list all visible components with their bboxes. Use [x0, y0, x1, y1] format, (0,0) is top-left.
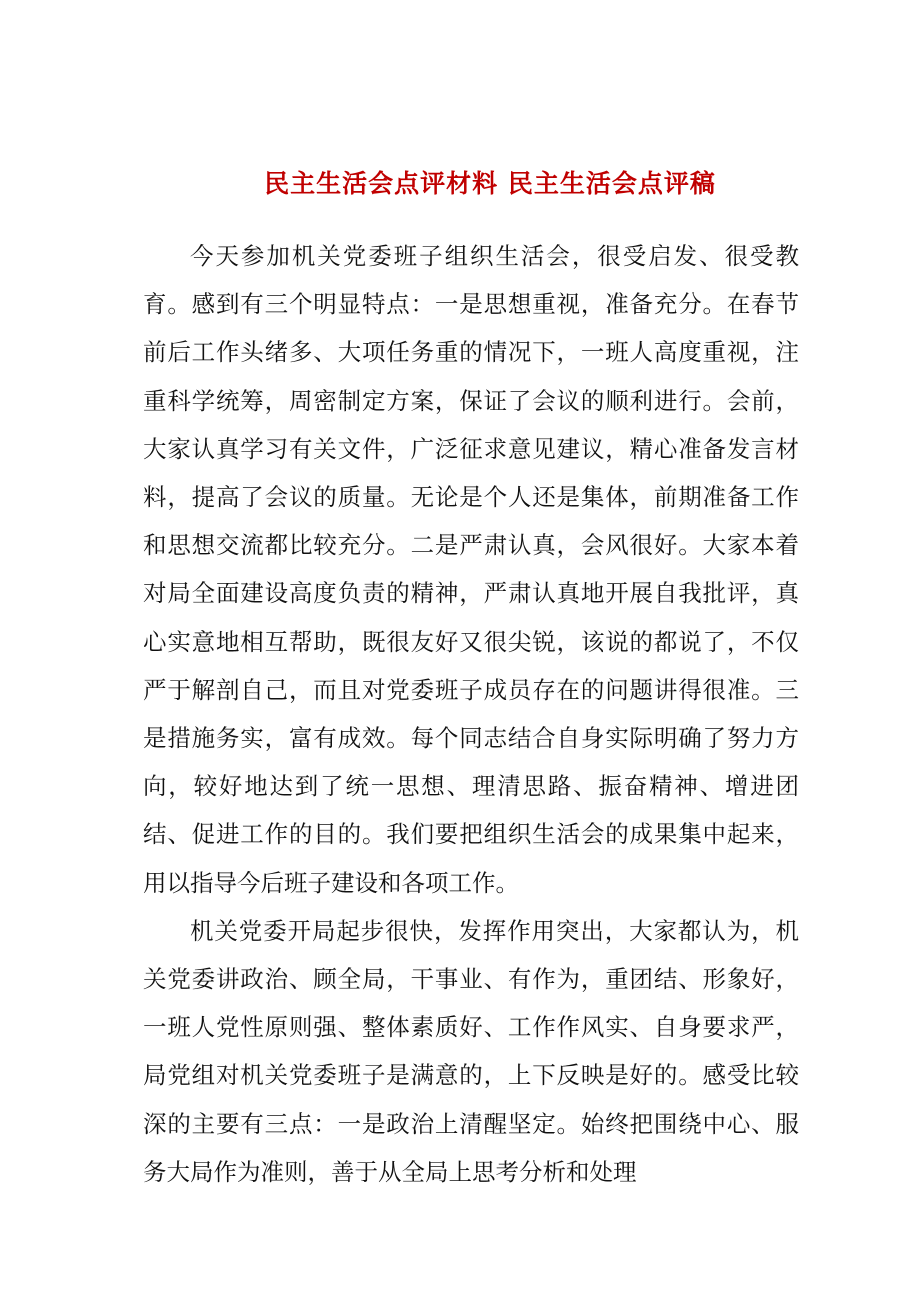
document-body: [143, 232, 799, 1196]
paragraph-1: 今天参加机关党委班子组织生活会，很受启发、很受教育。感到有三个明显特点：一是思想重视，准备充分。在春节前后工作头绪多、大项任务重的情况下，一班人高度重视，注重科学统筹，周密制定方案，保证了会议的顺利进行。会前，大家认真学习有关文件，广泛征求意见建议，精心准备发言材料，提高了会议的质量。无论是个人还是集体，前期准备工作和思想交流都比较充分。二是严肃认真，会风很好。大家本着对局全面建设高度负责的精神，严肃认真地开展自我批评，真心实意地相互帮助，既很友好又很尖锐，该说的都说了，不仅严于解剖自己，而且对党委班子成员存在的问题讲得很准。三是措施务实，富有成效。每个同志结合自身实际明确了努力方向，较好地达到了统一思想、理清思路、振奋精神、增进团结、促进工作的目的。我们要把组织生活会的成果集中起来，用以指导今后班子建设和各项工作。: [143, 242, 799, 897]
document-title: 民主生活会点评材料 民主生活会点评稿: [264, 169, 716, 198]
paragraph-2: 机关党委开局起步很快，发挥作用突出，大家都认为，机关党委讲政治、顾全局，干事业、有作为，重团结、形象好，一班人党性原则强、整体素质好、工作作风实、自身要求严，局党组对机关党委班子是满意的，上下反映是好的。感受比较深的主要有三点：一是政治上清醒坚定。始终把围绕中心、服务大局作为准则，善于从全局上思考分析和处理: [143, 916, 799, 1186]
